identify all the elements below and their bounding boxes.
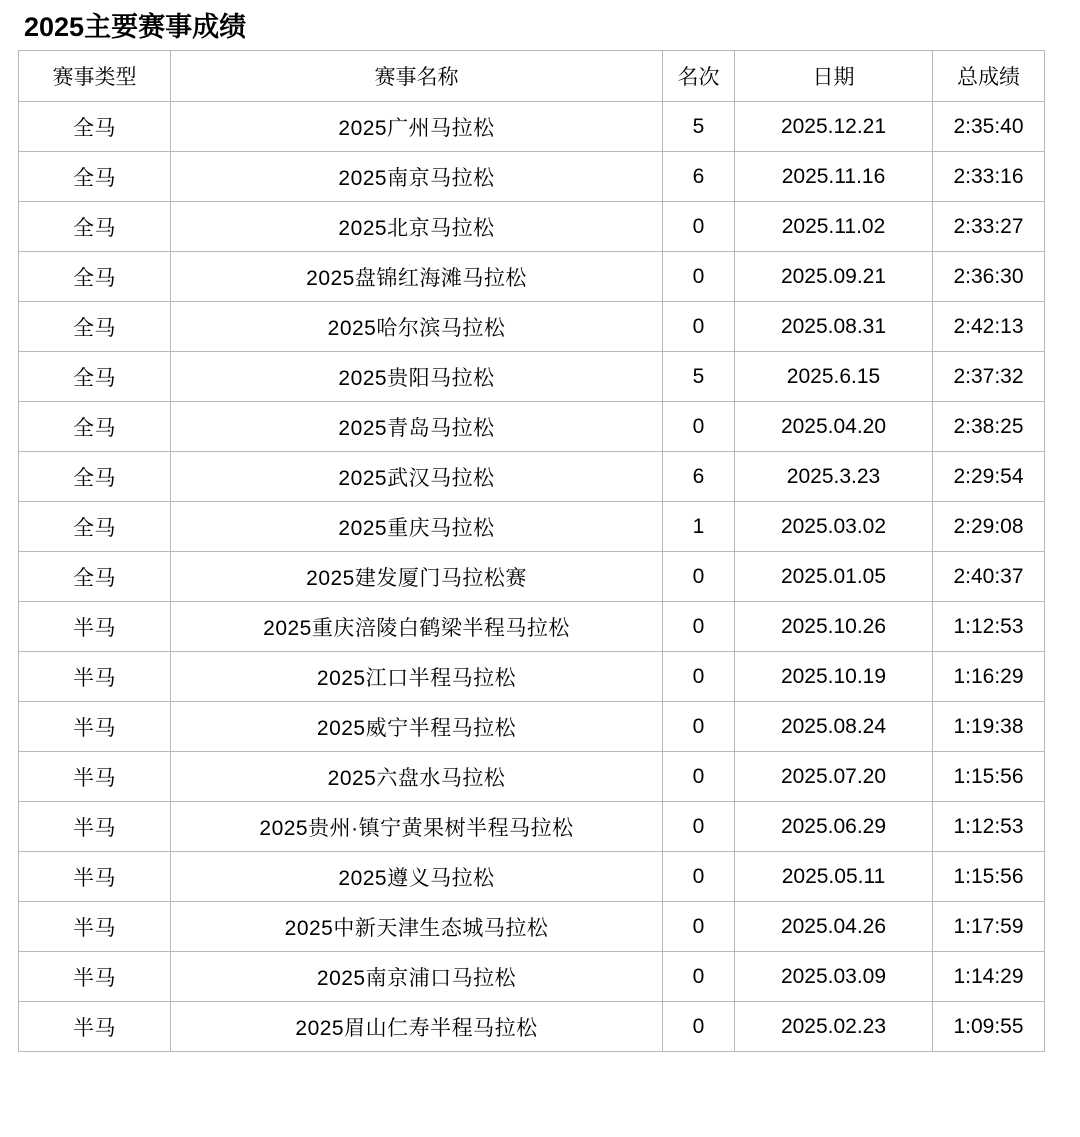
cell-rank: 0 — [663, 752, 735, 802]
cell-rank: 5 — [663, 352, 735, 402]
cell-race-name: 2025威宁半程马拉松 — [171, 702, 663, 752]
cell-rank: 0 — [663, 702, 735, 752]
cell-rank: 0 — [663, 802, 735, 852]
cell-race-name: 2025重庆涪陵白鹤梁半程马拉松 — [171, 602, 663, 652]
table-row — [19, 602, 1045, 652]
cell-total-time: 2:29:08 — [933, 502, 1045, 552]
cell-date: 2025.03.02 — [735, 502, 933, 552]
cell-rank: 0 — [663, 202, 735, 252]
cell-race-type: 半马 — [19, 902, 171, 952]
cell-race-type: 半马 — [19, 1002, 171, 1052]
column-header-race-type: 赛事类型 — [19, 51, 171, 102]
column-header-total-time: 总成绩 — [933, 51, 1045, 102]
cell-race-name: 2025武汉马拉松 — [171, 452, 663, 502]
cell-race-type: 半马 — [19, 802, 171, 852]
cell-total-time: 1:15:56 — [933, 752, 1045, 802]
cell-date: 2025.01.05 — [735, 552, 933, 602]
cell-date: 2025.07.20 — [735, 752, 933, 802]
cell-total-time: 2:40:37 — [933, 552, 1045, 602]
cell-total-time: 2:37:32 — [933, 352, 1045, 402]
cell-total-time: 1:12:53 — [933, 602, 1045, 652]
cell-date: 2025.11.02 — [735, 202, 933, 252]
cell-rank: 0 — [663, 902, 735, 952]
cell-race-name: 2025贵阳马拉松 — [171, 352, 663, 402]
cell-total-time: 1:12:53 — [933, 802, 1045, 852]
cell-race-name: 2025南京浦口马拉松 — [171, 952, 663, 1002]
table-row — [19, 302, 1045, 352]
cell-race-name: 2025中新天津生态城马拉松 — [171, 902, 663, 952]
cell-race-type: 全马 — [19, 552, 171, 602]
cell-total-time: 1:14:29 — [933, 952, 1045, 1002]
cell-race-name: 2025江口半程马拉松 — [171, 652, 663, 702]
cell-race-type: 半马 — [19, 702, 171, 752]
cell-race-type: 全马 — [19, 152, 171, 202]
cell-race-name: 2025北京马拉松 — [171, 202, 663, 252]
page-title: 2025主要赛事成绩 — [24, 12, 247, 42]
table-header — [19, 51, 1045, 102]
cell-race-name: 2025贵州·镇宁黄果树半程马拉松 — [171, 802, 663, 852]
cell-rank: 6 — [663, 152, 735, 202]
cell-date: 2025.03.09 — [735, 952, 933, 1002]
cell-total-time: 2:38:25 — [933, 402, 1045, 452]
cell-total-time: 2:36:30 — [933, 252, 1045, 302]
cell-rank: 1 — [663, 502, 735, 552]
cell-rank: 0 — [663, 402, 735, 452]
cell-rank: 5 — [663, 102, 735, 152]
cell-race-name: 2025南京马拉松 — [171, 152, 663, 202]
table-row — [19, 502, 1045, 552]
cell-date: 2025.10.19 — [735, 652, 933, 702]
cell-rank: 0 — [663, 852, 735, 902]
cell-race-name: 2025盘锦红海滩马拉松 — [171, 252, 663, 302]
cell-race-name: 2025遵义马拉松 — [171, 852, 663, 902]
cell-race-name: 2025广州马拉松 — [171, 102, 663, 152]
cell-race-type: 全马 — [19, 402, 171, 452]
table-row — [19, 552, 1045, 602]
table-row — [19, 452, 1045, 502]
cell-race-name: 2025眉山仁寿半程马拉松 — [171, 1002, 663, 1052]
cell-date: 2025.05.11 — [735, 852, 933, 902]
cell-race-type: 半马 — [19, 752, 171, 802]
cell-date: 2025.02.23 — [735, 1002, 933, 1052]
cell-date: 2025.12.21 — [735, 102, 933, 152]
cell-total-time: 1:15:56 — [933, 852, 1045, 902]
cell-total-time: 2:35:40 — [933, 102, 1045, 152]
cell-rank: 0 — [663, 952, 735, 1002]
cell-race-type: 全马 — [19, 102, 171, 152]
cell-total-time: 1:16:29 — [933, 652, 1045, 702]
cell-race-name: 2025哈尔滨马拉松 — [171, 302, 663, 352]
race-results-table — [18, 50, 1045, 1052]
cell-race-type: 全马 — [19, 502, 171, 552]
cell-race-type: 全马 — [19, 202, 171, 252]
cell-total-time: 1:09:55 — [933, 1002, 1045, 1052]
table-row — [19, 352, 1045, 402]
cell-race-name: 2025青岛马拉松 — [171, 402, 663, 452]
table-header-row — [19, 51, 1045, 102]
cell-rank: 0 — [663, 552, 735, 602]
cell-rank: 0 — [663, 302, 735, 352]
column-header-date: 日期 — [735, 51, 933, 102]
cell-date: 2025.11.16 — [735, 152, 933, 202]
cell-race-type: 全马 — [19, 352, 171, 402]
cell-total-time: 2:42:13 — [933, 302, 1045, 352]
cell-rank: 0 — [663, 252, 735, 302]
cell-rank: 0 — [663, 1002, 735, 1052]
cell-total-time: 2:33:16 — [933, 152, 1045, 202]
table-row — [19, 902, 1045, 952]
table-row — [19, 802, 1045, 852]
cell-date: 2025.04.20 — [735, 402, 933, 452]
cell-date: 2025.08.31 — [735, 302, 933, 352]
table-row — [19, 252, 1045, 302]
cell-total-time: 1:19:38 — [933, 702, 1045, 752]
table-row — [19, 952, 1045, 1002]
cell-date: 2025.08.24 — [735, 702, 933, 752]
table-row — [19, 402, 1045, 452]
cell-date: 2025.04.26 — [735, 902, 933, 952]
table-row — [19, 102, 1045, 152]
cell-date: 2025.06.29 — [735, 802, 933, 852]
cell-race-type: 全马 — [19, 452, 171, 502]
column-header-race-name: 赛事名称 — [171, 51, 663, 102]
table-row — [19, 652, 1045, 702]
cell-rank: 6 — [663, 452, 735, 502]
cell-race-type: 全马 — [19, 302, 171, 352]
cell-race-type: 半马 — [19, 852, 171, 902]
cell-total-time: 1:17:59 — [933, 902, 1045, 952]
cell-rank: 0 — [663, 602, 735, 652]
cell-race-name: 2025六盘水马拉松 — [171, 752, 663, 802]
table-row — [19, 1002, 1045, 1052]
cell-date: 2025.09.21 — [735, 252, 933, 302]
column-header-rank: 名次 — [663, 51, 735, 102]
cell-date: 2025.6.15 — [735, 352, 933, 402]
table-row — [19, 202, 1045, 252]
table-row — [19, 702, 1045, 752]
cell-race-type: 半马 — [19, 952, 171, 1002]
table-row — [19, 752, 1045, 802]
cell-race-type: 全马 — [19, 252, 171, 302]
cell-date: 2025.3.23 — [735, 452, 933, 502]
table-body — [19, 102, 1045, 1052]
cell-total-time: 2:29:54 — [933, 452, 1045, 502]
table-row — [19, 152, 1045, 202]
cell-total-time: 2:33:27 — [933, 202, 1045, 252]
cell-race-type: 半马 — [19, 602, 171, 652]
cell-date: 2025.10.26 — [735, 602, 933, 652]
cell-race-type: 半马 — [19, 652, 171, 702]
table-row — [19, 852, 1045, 902]
cell-rank: 0 — [663, 652, 735, 702]
cell-race-name: 2025重庆马拉松 — [171, 502, 663, 552]
cell-race-name: 2025建发厦门马拉松赛 — [171, 552, 663, 602]
